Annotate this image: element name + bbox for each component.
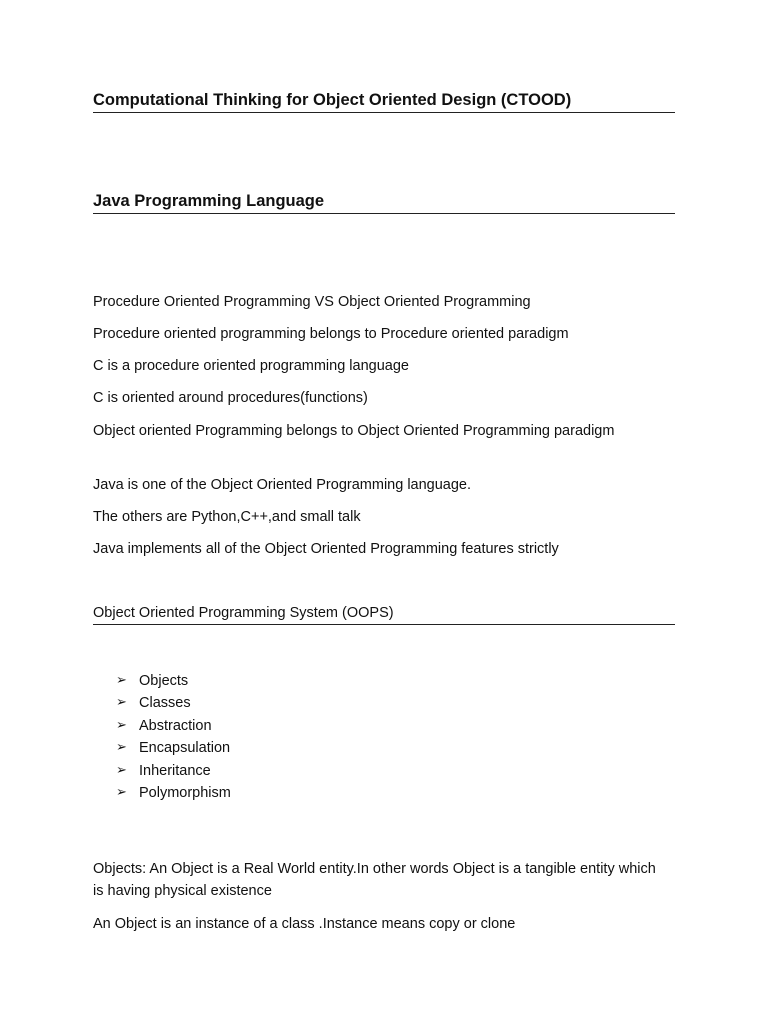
list-item [116,692,231,714]
paragraph: Java implements all of the Object Oriented Programming features strictly [93,541,559,557]
arrowhead-bullet-icon: ➢ [116,762,127,778]
list-item-label: Classes [139,695,191,712]
section-heading-oops: Object Oriented Programming System (OOPS) [93,604,675,625]
paragraph: Object oriented Programming belongs to Object Oriented Programming paradigm [93,423,615,439]
paragraph: Procedure Oriented Programming VS Object Oriented Programming [93,294,531,310]
list-item [116,760,231,782]
document-title: Computational Thinking for Object Oriented Design (CTOOD) [93,90,675,113]
list-item-label: Abstraction [139,717,212,734]
arrowhead-bullet-icon: ➢ [116,695,127,711]
list-item-label: Inheritance [139,762,211,779]
list-item [116,670,231,692]
section-heading-java: Java Programming Language [93,191,675,214]
paragraph: An Object is an instance of a class .Instance means copy or clone [93,916,516,932]
list-item-label: Polymorphism [139,784,231,801]
arrowhead-bullet-icon: ➢ [116,717,127,733]
paragraph: Objects: An Object is a Real World entity.In other words Object is a tangible entity which is having physical existence [93,861,656,899]
arrowhead-bullet-icon: ➢ [116,673,127,688]
list-item [116,715,231,737]
paragraph: Java is one of the Object Oriented Programming language. [93,477,472,493]
list-item [116,782,231,804]
list-item-label: Encapsulation [139,740,231,757]
paragraph: The others are Python,C++,and small talk [93,509,361,525]
arrowhead-bullet-icon: ➢ [116,740,127,756]
list-item [116,737,231,759]
list-item-label: Objects [139,673,189,689]
oops-feature-list [116,670,231,804]
paragraph: C is oriented around procedures(functions) [93,390,368,406]
arrowhead-bullet-icon: ➢ [116,784,127,800]
paragraph: Procedure oriented programming belongs to Procedure oriented paradigm [93,326,569,342]
paragraph: C is a procedure oriented programming language [93,358,409,374]
